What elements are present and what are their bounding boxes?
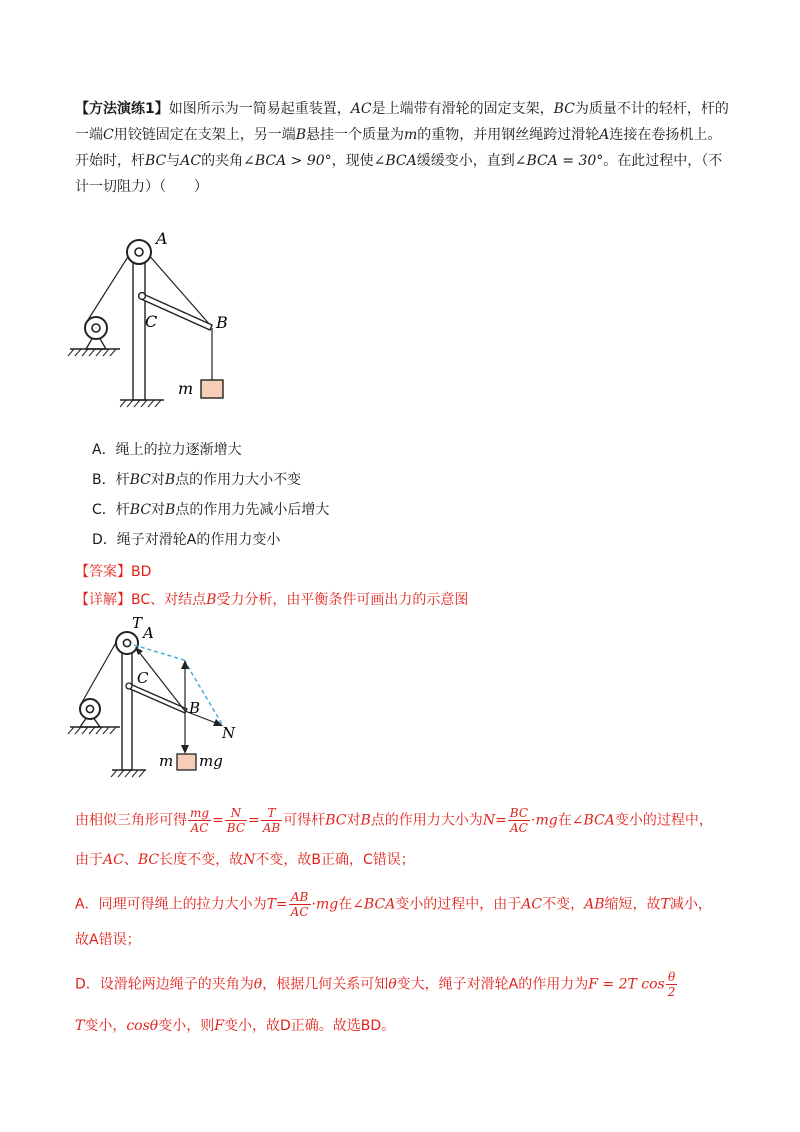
question-text-part: 是上端带有滑轮的固定支架， <box>371 101 554 117</box>
solution-line-3 <box>75 890 712 919</box>
question-text-part: 与 <box>166 153 181 169</box>
option-text: 杆 <box>115 502 130 518</box>
frac-den: AB <box>262 821 281 835</box>
solution-text: 可得杆 <box>283 812 326 829</box>
label-b: B <box>189 699 201 717</box>
solution-text: 缩短，故 <box>604 896 661 913</box>
label-m: m <box>159 752 174 770</box>
option-letter: C． <box>92 502 116 518</box>
frac-den: AC <box>190 821 209 835</box>
option-text: 点的作用力大小不变 <box>175 472 302 488</box>
detail-label: 【详解】 <box>75 592 131 608</box>
var-n: N <box>243 852 256 868</box>
solution-text: 变小， <box>84 1018 127 1034</box>
solution-text: D．设滑轮两边绳子的夹角为 <box>75 976 254 993</box>
option-text: 点的作用力先减小后增大 <box>175 502 330 518</box>
var-bc: BC <box>129 472 151 488</box>
var-b: B <box>360 812 371 829</box>
label-b: B <box>216 313 228 332</box>
question-text-part: 的重物，并用钢丝绳跨过滑轮 <box>417 127 600 143</box>
option-letter: B． <box>92 472 116 488</box>
solution-text: 变小的过程中， <box>614 812 713 829</box>
label-c: C <box>137 669 149 687</box>
solution-line-2 <box>75 850 415 870</box>
question-text-part: 。在此过程中，（不计一切阻力）（ ） <box>75 153 723 195</box>
var-ac: AC <box>103 852 124 868</box>
var-angle: ∠BCA <box>373 153 417 169</box>
equals-sign: = <box>248 812 260 829</box>
question-text <box>75 96 730 200</box>
var-t: T <box>75 1018 85 1034</box>
var-b: B <box>206 592 217 608</box>
var-m: m <box>404 127 418 143</box>
question-text-part: 的夹角 <box>201 153 244 169</box>
var-bc: BC <box>145 153 167 169</box>
option-c[interactable] <box>92 500 329 520</box>
var-theta: θ <box>388 976 397 993</box>
var-b: B <box>295 127 307 143</box>
var-ac: AC <box>521 896 543 913</box>
formula-lhs: N= <box>482 812 507 829</box>
solution-text: 对 <box>346 812 361 829</box>
frac-num: T <box>261 806 282 821</box>
equals-sign: = <box>212 812 224 829</box>
solution-text: 减小， <box>669 896 712 913</box>
option-text: 对 <box>150 472 165 488</box>
option-d[interactable] <box>92 530 280 550</box>
question-text-part: 缓缓变小，直到 <box>416 153 515 169</box>
solution-line-3b <box>75 930 141 950</box>
answer-value: BD <box>131 564 152 580</box>
solution-text: ，根据几何关系可知 <box>262 976 389 993</box>
question-text-part: 悬挂一个质量为 <box>306 127 405 143</box>
label-m: m <box>178 379 194 398</box>
formula-lhs: F = 2T cos <box>588 976 665 993</box>
frac-den: AC <box>509 821 528 835</box>
question-text-part: 连接在卷扬机上。开始时，杆 <box>75 127 722 169</box>
solution-text: 不变，故B正确，C错误； <box>255 852 415 868</box>
label-t: T <box>132 614 143 632</box>
var-t: T <box>660 896 670 913</box>
solution-text: 长度不变，故 <box>159 852 244 868</box>
var-ac: AC <box>180 153 202 169</box>
solution-line-4 <box>75 970 678 999</box>
frac-num: mg <box>190 806 210 820</box>
label-mg: mg <box>199 752 223 770</box>
var-bc: BC <box>137 852 160 868</box>
solution-text: 不变， <box>542 896 585 913</box>
force-diagram <box>60 610 250 780</box>
question-text-part: 为质量不计的轻杆，杆的一端 <box>75 101 729 143</box>
var-ab: AB <box>584 896 605 913</box>
var-angle: ∠BCA <box>352 896 396 913</box>
frac-den: BC <box>226 821 246 835</box>
angle-condition-1: ∠BCA > 90° <box>243 153 332 169</box>
var-b: B <box>165 502 176 518</box>
frac-den: 2 <box>667 985 676 999</box>
var-ac: AC <box>350 101 372 117</box>
answer-line <box>75 562 151 582</box>
option-a[interactable] <box>92 440 242 460</box>
var-angle: ∠BCA <box>571 812 615 829</box>
formula-lhs: T= <box>266 896 288 913</box>
angle-condition-2: ∠BCA = 30° <box>514 153 604 169</box>
frac-den: AC <box>290 905 309 919</box>
frac-num: N <box>225 806 247 821</box>
var-f: F <box>214 1018 224 1034</box>
question-prefix: 【方法演练1】 <box>75 101 169 117</box>
answer-label: 【答案】 <box>75 564 131 580</box>
solution-text: 由于 <box>75 852 103 868</box>
var-theta: θ <box>253 976 263 993</box>
solution-text: 故A错误； <box>75 932 141 948</box>
solution-line-5 <box>75 1016 395 1036</box>
frac-num: BC <box>509 806 529 820</box>
option-text: 绳上的拉力逐渐增大 <box>115 442 242 458</box>
solution-text: 变大，绳子对滑轮A的作用力为 <box>396 976 589 993</box>
question-text-part: 如图所示为一简易起重装置， <box>168 101 351 117</box>
solution-text: 由相似三角形可得 <box>75 812 187 829</box>
solution-text: A．同理可得绳上的拉力大小为 <box>75 896 267 913</box>
option-text: 绳子对滑轮A的作用力变小 <box>116 532 281 548</box>
solution-text: 变小，则 <box>158 1018 215 1034</box>
var-c: C <box>103 127 114 143</box>
var-b: B <box>164 472 176 488</box>
label-a: A <box>143 624 154 642</box>
frac-num: θ <box>666 970 678 985</box>
question-text-part: 用铰链固定在支架上，另一端 <box>113 127 296 143</box>
option-b[interactable] <box>92 470 301 490</box>
solution-text: 变小的过程中，由于 <box>395 896 522 913</box>
label-n: N <box>222 724 236 742</box>
formula-term: ·mg <box>311 896 339 913</box>
var-a: A <box>599 127 610 143</box>
question-text-part: ，现使 <box>331 153 374 169</box>
solution-text: 在 <box>557 812 572 829</box>
solution-text: 在 <box>338 896 353 913</box>
var-bc: BC <box>129 502 152 518</box>
formula-term: ·mg <box>531 812 558 829</box>
detail-text: 受力分析，由平衡条件可画出力的示意图 <box>216 592 469 608</box>
detail-text: BC、对结点 <box>131 592 207 608</box>
label-a: A <box>156 232 168 248</box>
solution-text: 点的作用力大小为 <box>370 812 483 829</box>
formula-term: cosθ <box>126 1018 159 1034</box>
var-bc: BC <box>553 101 575 117</box>
label-c: C <box>145 312 158 331</box>
solution-line-1 <box>75 806 713 835</box>
frac-num: AB <box>289 890 311 905</box>
option-text: 对 <box>151 502 166 518</box>
option-text: 杆 <box>115 472 130 488</box>
detail-intro <box>75 590 468 610</box>
solution-text: 、 <box>123 852 138 868</box>
solution-text: 变小，故D正确。故选BD。 <box>223 1018 396 1034</box>
option-letter: A． <box>92 442 116 458</box>
crane-figure <box>60 232 240 412</box>
option-letter: D． <box>92 532 117 548</box>
var-bc: BC <box>325 812 347 829</box>
